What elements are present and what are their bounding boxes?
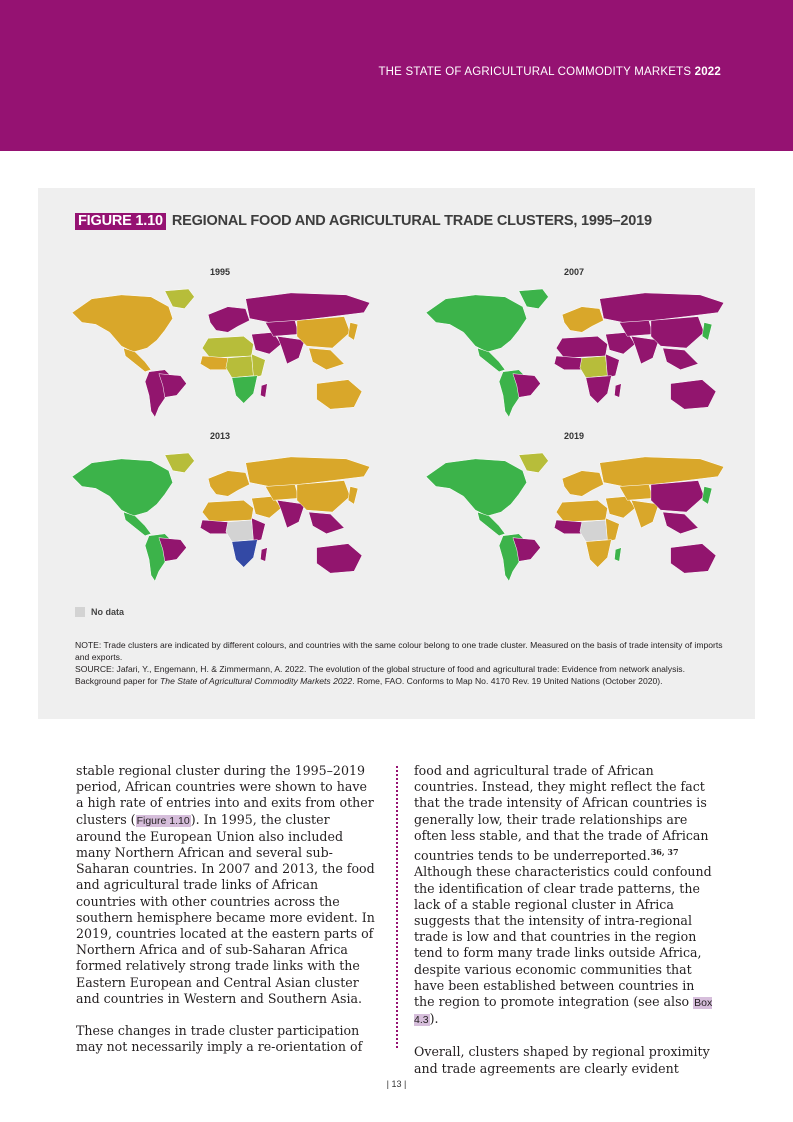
region-southeast-asia <box>309 512 344 534</box>
world-map <box>60 285 380 423</box>
paragraph: stable regional cluster during the 1995–2019 period, African countries were shown to have a high rate of entries into and exits from other clusters (Figure 1.10). In 1995, the cluster around the European Union also included many Northern African and several sub-Saharan countries. In 2007 and 2013, the food and agricultural trade links of African countries with other countries across the southern hemisphere became more evident. In 2019, countries located at the eastern parts of Northern Africa and of sub-Saharan Africa formed relatively strong trade links with the Eastern European and Central Asian cluster and countries in Western and Southern Asia. <box>76 763 375 1006</box>
body-column-right <box>414 763 714 1093</box>
region-southern-africa <box>586 540 612 568</box>
map-panel-3 <box>50 431 390 591</box>
paragraph: Overall, clusters shaped by regional proximity and trade agreements are clearly evident <box>414 1044 710 1076</box>
body-column-left <box>76 763 376 1071</box>
figure-source: SOURCE: Jafari, Y., Engemann, H. & Zimmermann, A. 2022. The evolution of the global structure of food and agricultural trade: Evidence from network analysis. Background paper for The State of Agricultural Commodity Markets 2022. Rome, FAO. Conforms to Map No. 4170 Rev. 19 United Nations (October 2020). <box>75 664 685 686</box>
region-china <box>297 481 350 513</box>
region-china <box>651 317 704 349</box>
paragraph: food and agricultural trade of African countries. Instead, they might reflect the fact that the trade intensity of African countries is generally low, their trade relationships are often less stable, and that the trade of African countries tends to be underreported.$^{36, 37}$ Although these characteristics could confound the identification of clear trade patterns, the lack of a stable regional cluster in Africa suggests that the intensity of intra-regional trade is low and that countries in the region tend to form many trade links outside Africa, despite various economic communities that have been established between countries in the region to promote integration (see also Box 4.3). <box>414 763 713 1027</box>
region-central-africa <box>226 520 254 542</box>
map-year-label: 2013 <box>209 431 231 441</box>
region-australia <box>317 544 362 574</box>
region-japan <box>702 322 712 340</box>
region-southeast-asia <box>663 512 698 534</box>
map-panel-2 <box>404 267 744 427</box>
region-southern-africa <box>232 540 258 568</box>
region-southern-africa <box>586 376 612 404</box>
world-map <box>60 449 380 587</box>
region-greenland <box>519 453 549 473</box>
region-west-africa <box>200 356 230 370</box>
region-madagascar <box>260 384 267 398</box>
region-greenland <box>165 453 195 473</box>
paragraph: These changes in trade cluster participation may not necessarily imply a re-orientation of <box>76 1023 363 1055</box>
region-russia <box>600 457 724 487</box>
region-japan <box>702 486 712 504</box>
world-map <box>414 449 734 587</box>
region-europe <box>208 307 249 333</box>
map-panel-1 <box>50 267 390 427</box>
region-north-africa <box>556 336 607 358</box>
region-central-america <box>477 512 505 536</box>
map-year-label: 1995 <box>209 267 231 277</box>
region-central-america <box>123 512 151 536</box>
region-china <box>651 481 704 513</box>
region-north-africa <box>202 336 253 358</box>
region-west-africa <box>200 520 230 534</box>
region-north-america <box>72 459 173 516</box>
region-russia <box>600 293 724 323</box>
region-australia <box>317 380 362 410</box>
publication-title: THE STATE OF AGRICULTURAL COMMODITY MARKETS 2022 <box>378 66 721 78</box>
region-australia <box>671 544 716 574</box>
figure-reference-link[interactable]: Figure 1.10 <box>136 814 190 827</box>
map-legend <box>75 607 124 617</box>
region-north-africa <box>202 500 253 522</box>
region-east-africa <box>606 518 620 542</box>
region-east-africa <box>252 354 266 378</box>
region-europe <box>208 471 249 497</box>
region-north-africa <box>556 500 607 522</box>
region-north-america <box>426 459 527 516</box>
region-japan <box>348 486 358 504</box>
page-number: | 13 | <box>386 1079 407 1089</box>
region-australia <box>671 380 716 410</box>
figure-notes <box>75 639 725 687</box>
column-divider <box>396 766 398 1048</box>
header-band <box>0 0 793 151</box>
region-greenland <box>165 289 195 309</box>
region-southeast-asia <box>309 348 344 370</box>
region-japan <box>348 322 358 340</box>
region-north-america <box>426 295 527 352</box>
region-europe <box>562 307 603 333</box>
map-year-label: 2019 <box>563 431 585 441</box>
figure-title: REGIONAL FOOD AND AGRICULTURAL TRADE CLUSTERS, 1995–2019 <box>171 213 652 229</box>
region-south-asia <box>631 336 659 364</box>
region-madagascar <box>614 384 621 398</box>
map-panel-4 <box>404 431 744 591</box>
box-reference-link[interactable]: Box 4.3 <box>414 997 713 1027</box>
map-year-label: 2007 <box>563 267 585 277</box>
region-south-asia <box>277 336 305 364</box>
region-europe <box>562 471 603 497</box>
legend-label: No data <box>91 607 125 617</box>
region-greenland <box>519 289 549 309</box>
region-central-africa <box>580 356 608 378</box>
region-central-africa <box>226 356 254 378</box>
region-central-america <box>123 348 151 372</box>
region-east-africa <box>606 354 620 378</box>
region-east-africa <box>252 518 266 542</box>
region-southeast-asia <box>663 348 698 370</box>
no-data-swatch <box>75 607 85 617</box>
region-russia <box>246 457 370 487</box>
region-central-america <box>477 348 505 372</box>
figure-box <box>38 188 755 719</box>
region-west-africa <box>554 356 584 370</box>
region-russia <box>246 293 370 323</box>
footnote-reference[interactable]: 36, 37 <box>650 847 679 858</box>
region-south-asia <box>277 500 305 528</box>
figure-note: NOTE: Trade clusters are indicated by different colours, and countries with the same colour belong to one trade cluster. Measured on the basis of trade intensity of imports and exports. <box>75 640 723 662</box>
region-madagascar <box>614 548 621 562</box>
figure-label: FIGURE 1.10 <box>75 213 166 230</box>
region-west-africa <box>554 520 584 534</box>
region-south-asia <box>631 500 659 528</box>
region-central-africa <box>580 520 608 542</box>
region-madagascar <box>260 548 267 562</box>
region-north-america <box>72 295 173 352</box>
region-southern-africa <box>232 376 258 404</box>
world-map <box>414 285 734 423</box>
figure-heading <box>75 213 652 230</box>
region-china <box>297 317 350 349</box>
